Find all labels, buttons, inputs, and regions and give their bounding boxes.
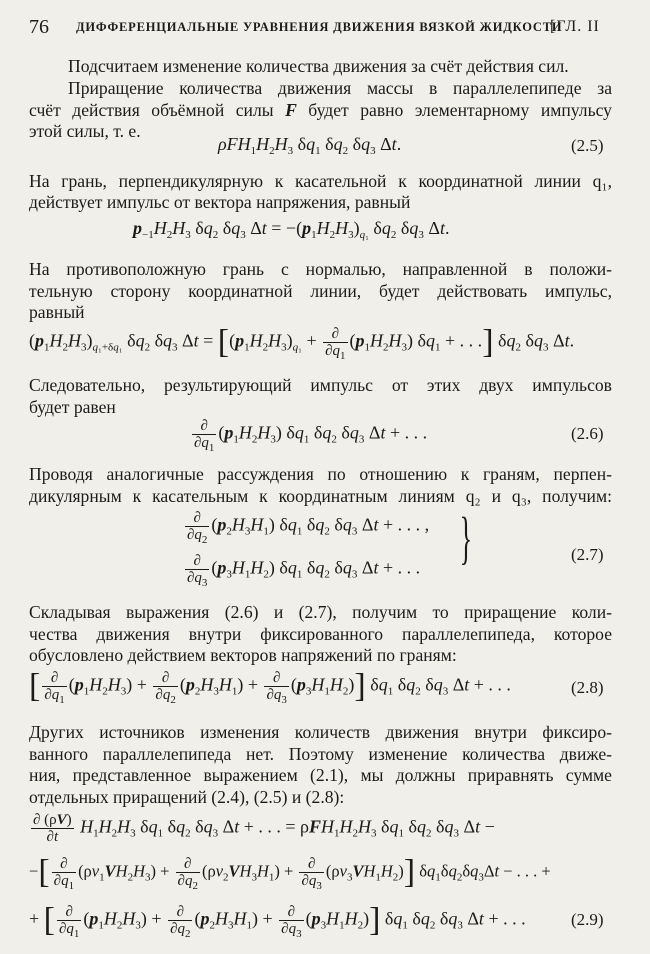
equation-opposite-face: $(p_1H_2H_3)_{q_1+\delta q_1}$ $\delta q_2$ $\delta q_3$ $\Delta t = [(p_1H_2H_3)_{q_1}$ + $\frac{\partial}{\partial q_1}$ $(p_1H_2H_3) \delta q_1$ + . . .] $\delta q_2$ $\delta q_3$ Δt. xyxy=(29,323,575,362)
text-line: Складывая выражения (2.6) и (2.7), получим то приращение коли- xyxy=(29,602,612,622)
text-line: чества движения внутри фиксированного параллелепипеда, которое xyxy=(29,624,612,644)
text-line: Приращение количества движения массы в параллелепипеде за xyxy=(68,78,612,98)
text-line: тельную сторону координатной линии, будет действовать импульс, xyxy=(29,281,612,301)
text-line: ванного параллелепипеда нет. Поэтому изменение количества движе- xyxy=(29,744,612,764)
equation-2-6: $\frac{\partial}{\partial q_1}$ $(p_1H_2H_3)$ $\delta q_1$ $\delta q_2$ $\delta q_3$ Δt + . . . xyxy=(194,418,428,454)
text-line: дикулярным к касательным к координатным линиям q₂ и q₃, получим: xyxy=(29,486,612,506)
chapter-marker: [ГЛ. II xyxy=(550,18,600,35)
text-line: обусловлено действием векторов напряжений по граням: xyxy=(29,645,457,665)
text-line: На противоположную грань с нормалью, направленной в положи- xyxy=(29,259,612,279)
text-line: Следовательно, результирующий импульс от этих двух импульсов xyxy=(29,375,612,395)
text-line: действует импульс от вектора напряжения, равный xyxy=(29,192,411,212)
text-line: На грань, перпендикулярную к касательной к координатной линии q₁, xyxy=(29,171,612,191)
text-line: равный xyxy=(29,302,85,322)
equation-stress-impulse: $p_{-1}H_2H_3$ $\delta q_2$ $\delta q_3$ $\Delta t = -(p_1H_2H_3)_{q_1}$ $\delta q_2$ $\delta q_3$ Δt. xyxy=(133,218,450,241)
equation-2-9-line-2: −[ $\frac{\partial}{\partial q_1}$ $(\rho v_1VH_2H_3)$ + $\frac{\partial}{\partial q_2}$ $(\rho v_2VH_3H_1)$ + $\frac{\partial}{\partial q_3}$ $(\rho v_3VH_1H_2)$] $\delta q_1\delta q_2\delta q_3\Delta t$ − . . . + xyxy=(29,853,551,892)
text-line: Других источников изменения количеств движения внутри фиксиро- xyxy=(29,722,612,742)
text-line: будет равен xyxy=(29,397,116,417)
equation-2-8: [ $\frac{\partial}{\partial q_1}$ $(p_1H_2H_3)$ + $\frac{\partial}{\partial q_2}$ $(p_2H_3H_1)$ + $\frac{\partial}{\partial q_3}$ $(p_3H_1H_2)$] $\delta q_1$ $\delta q_2$ $\delta q_3$ Δt + . . . xyxy=(29,667,511,706)
equation-2-5: $\rho FH_1H_2H_3$ $\delta q_1$ $\delta q_2$ $\delta q_3$ Δt. xyxy=(218,134,402,157)
text-line: счёт действия объёмной силы F будет равно элементарному импульсу xyxy=(29,100,612,120)
equation-number: (2.7) xyxy=(571,545,604,564)
equation-2-7-line-2: $\frac{\partial}{\partial q_3}$ $(p_3H_1H_2)$ $\delta q_1$ $\delta q_2$ $\delta q_3$ Δt + . . . xyxy=(187,553,421,589)
equation-2-9-line-1: $\frac{\partial (\rho V)}{\partial t}$ $H_1H_2H_3$ $\delta q_1$ $\delta q_2$ $\delta q_3$ Δt + . . . = $\rho FH_1H_2H_3$ $\delta q_1$ $\delta q_2$ $\delta q_3$ Δt − xyxy=(33,812,495,845)
equation-number: (2.6) xyxy=(571,424,604,443)
text-line: Проводя аналогичные рассуждения по отношению к граням, перпен- xyxy=(29,464,612,484)
text-line: этой силы, т. е. xyxy=(29,121,141,141)
text-line: отдельных приращений (2.4), (2.5) и (2.8): xyxy=(29,787,345,807)
text-line: Подсчитаем изменение количества движения за счёт действия сил. xyxy=(68,56,569,76)
equation-2-9-line-3: + [ $\frac{\partial}{\partial q_1}$ $(p_1H_2H_3)$ + $\frac{\partial}{\partial q_2}$ $(p_2H_3H_1)$ + $\frac{\partial}{\partial q_3}$ $(p_3H_1H_2)$] $\delta q_1$ $\delta q_2$ $\delta q_3$ Δt + . . . xyxy=(29,901,526,940)
right-brace: } xyxy=(459,505,473,570)
running-title: ДИФФЕРЕНЦИАЛЬНЫЕ УРАВНЕНИЯ ДВИЖЕНИЯ ВЯЗКОЙ ЖИДКОСТИ xyxy=(76,20,563,34)
page-number: 76 xyxy=(29,16,49,38)
text-line: ния, представленное выражением (2.1), мы должны приравнять сумме xyxy=(29,765,612,785)
equation-2-7-line-1: $\frac{\partial}{\partial q_2}$ $(p_2H_3H_1)$ $\delta q_1$ $\delta q_2$ $\delta q_3$ Δt + . . . , xyxy=(187,510,430,546)
equation-number: (2.5) xyxy=(571,136,604,155)
equation-number: (2.8) xyxy=(571,678,604,697)
equation-number: (2.9) xyxy=(571,910,604,929)
